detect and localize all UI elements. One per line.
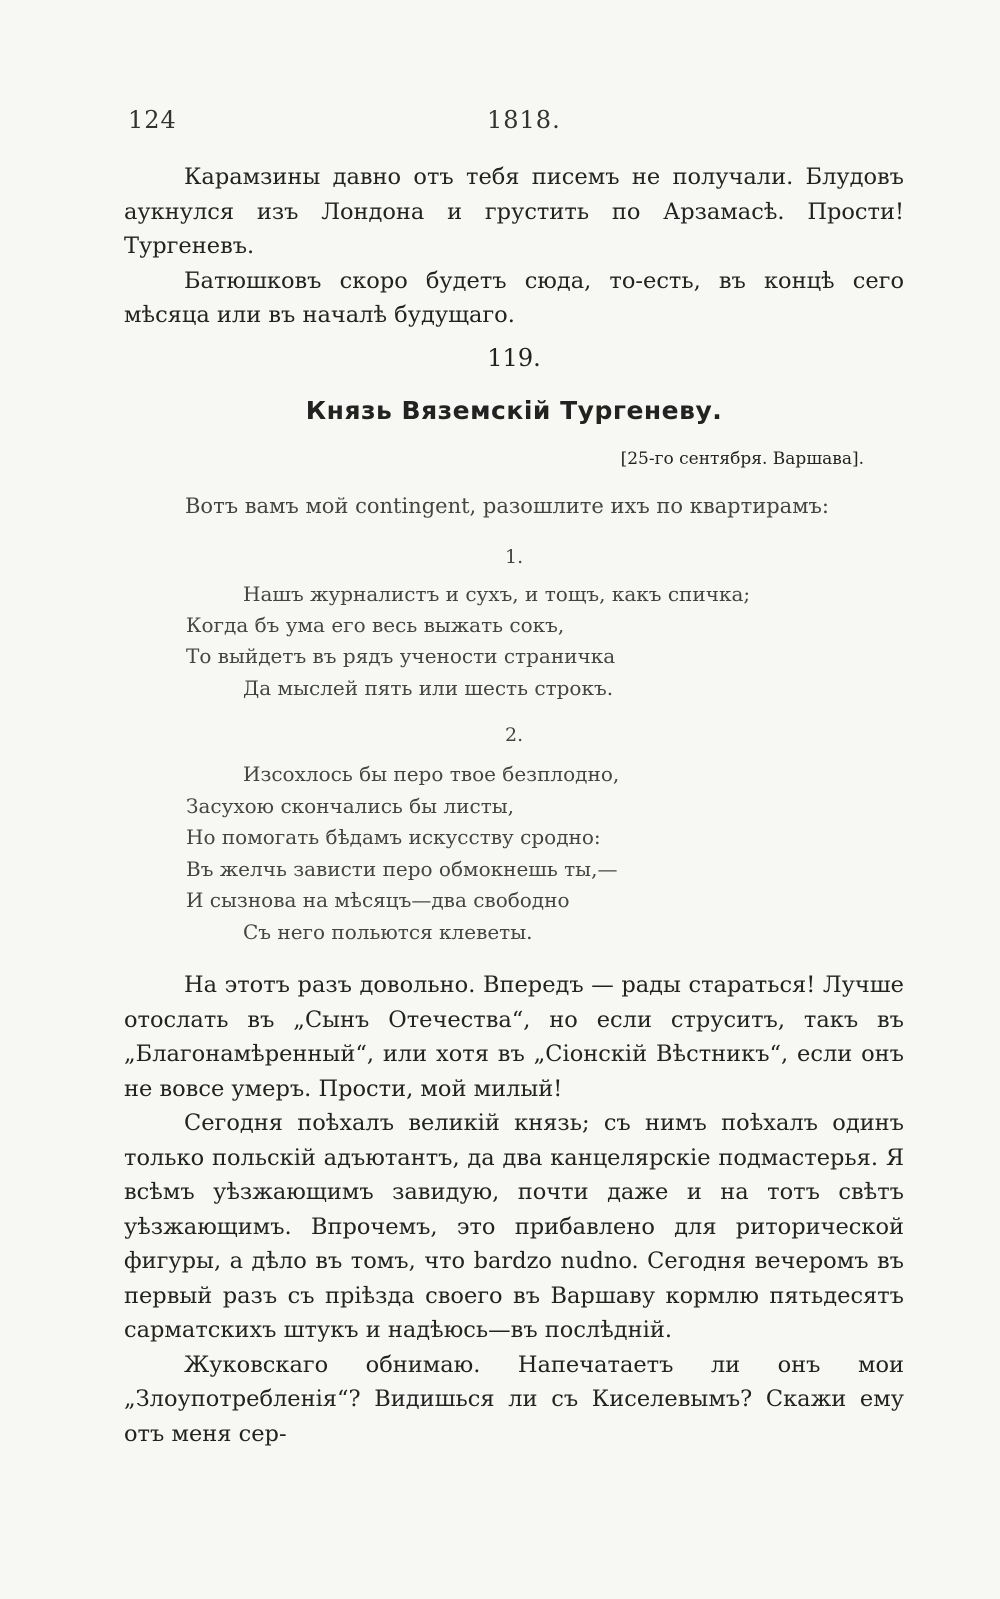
poem-line: Въ желчь зависти перо обмокнешь ты,— (186, 857, 618, 881)
paragraph: Батюшковъ скоро будетъ сюда, то-есть, въ концѣ сего мѣсяца или въ началѣ будущаго. (124, 267, 904, 328)
poem-line: Но помогать бѣдамъ искусству сродно: (186, 825, 601, 849)
poem-number: 1. (505, 546, 524, 568)
poem-number: 2. (505, 724, 524, 746)
page-number: 124 (128, 106, 177, 134)
letter-number-text: 119. (487, 344, 541, 372)
poem-line: Засухою скончались бы листы, (186, 794, 515, 818)
paragraph: Жуковскаго обнимаю. Напечатаетъ ли онъ мои „Злоупотребленія“? Видишься ли съ Киселевымъ? Скажи ему отъ меня сер- (124, 1351, 904, 1447)
running-head-year: 1818. (487, 106, 561, 134)
letter-date (124, 449, 904, 469)
poem-line: Да мыслей пять или шесть строкъ. (243, 676, 614, 700)
poem-line: Съ него польются клеветы. (243, 920, 533, 944)
poem-line: Когда бъ ума его весь выжать сокъ, (186, 613, 565, 637)
paragraph: Карамзины давно отъ тебя писемъ не получали. Блудовъ аукнулся изъ Лондона и грустить по Арзамасѣ. Прости! Тургеневъ. (124, 164, 904, 259)
bottom-text (124, 968, 904, 1451)
poem-line: То выйдетъ въ рядъ учености страничка (186, 644, 616, 668)
poem-line: И сызнова на мѣсяцъ—два свободно (186, 888, 570, 912)
paragraph: На этотъ разъ довольно. Впередъ — рады стараться! Лучше отослать въ „Сынъ Отечества“, но если струситъ, такъ въ „Благонамѣренный“, или хотя въ „Сіонскій Вѣстникъ“, если онъ не вовсе умеръ. Прости, мой милый! (124, 972, 904, 1102)
letter-title (124, 396, 904, 425)
poem-line: Изсохлось бы перо твое безплодно, (243, 762, 620, 786)
letter-title-text: Князь Вяземскій Тургеневу. (305, 396, 723, 425)
letter-number (124, 344, 904, 372)
paragraph: Сегодня поѣхалъ великій князь; съ нимъ поѣхалъ одинъ только польскій адъютантъ, да два канцелярскіе подмастерья. Я всѣмъ уѣзжающимъ завидую, почти даже и на тотъ свѣтъ уѣзжающимъ. Впрочемъ, это прибавлено для риторической фигуры, а дѣло въ томъ, что bardzo nudno. Сегодня вечеромъ въ первый разъ съ пріѣзда своего въ Варшаву кормлю пятьдесятъ сарматскихъ штукъ и надѣюсь—въ послѣдній. (124, 1110, 904, 1343)
letter-date-text: [25-го сентября. Варшава]. (620, 449, 864, 469)
poem-line: Нашъ журналистъ и сухъ, и тощъ, какъ спичка; (243, 582, 751, 606)
top-text (124, 160, 904, 333)
intro-line: Вотъ вамъ мой contingent, разошлите ихъ по квартирамъ: (185, 494, 829, 518)
